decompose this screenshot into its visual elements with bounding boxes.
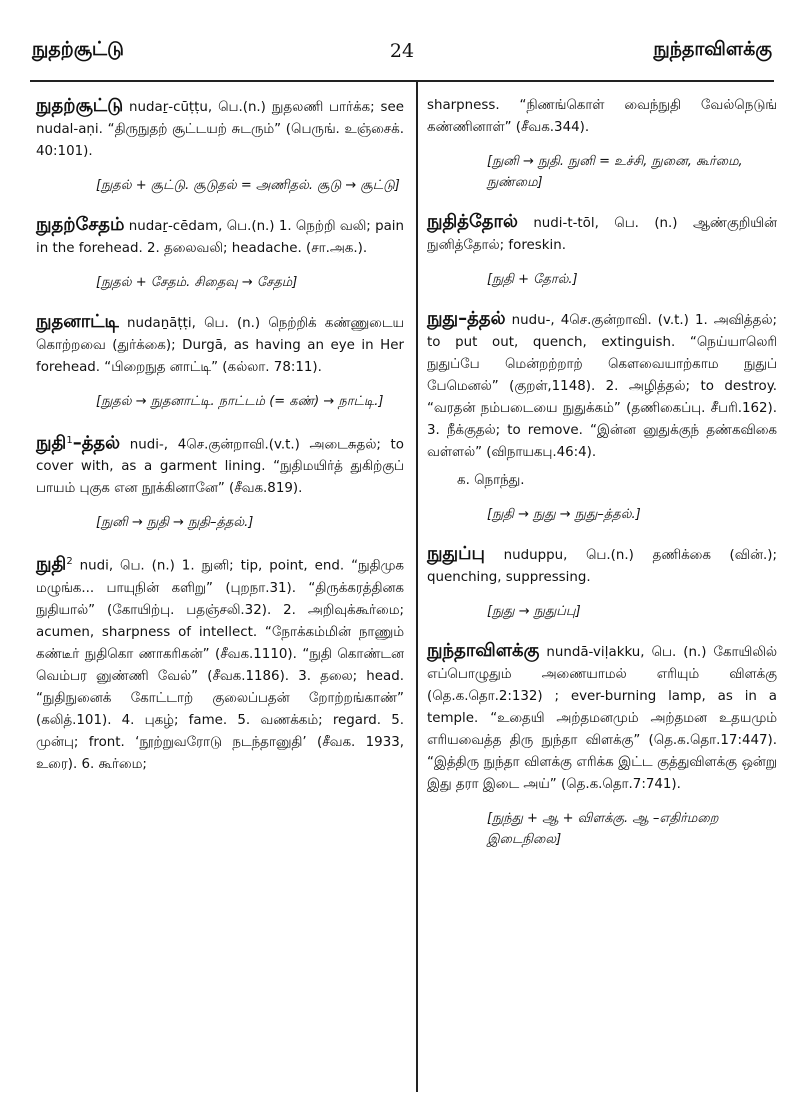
entry-headword: நுதனாட்டி [36,311,119,332]
entry-headword: நுதற்சேதம் [36,214,125,235]
dictionary-entry [36,551,404,775]
entry-etymology: [நுதி + தோல்.] [487,272,578,287]
entry-headword: நுந்தாவிளக்கு [427,640,540,661]
dictionary-entry [427,640,777,850]
homonym-number: 2 [66,556,73,568]
entry-headword: நுது–த்தல் [427,308,506,329]
entry-definition: nudi-t-tōl, பெ. (n.) ஆண்குறியின் நுனித்தோல்; foreskin. [427,216,777,253]
dictionary-entry [36,311,404,412]
entry-definition: nudaṟ-cūṭṭu, பெ.(n.) நுதலணி பார்க்க; see nudal-aṇi. “திருநுதற் சூட்டயற் சுடரும்” (பெருங். உஞ்சைக். 40:101). [36,100,404,159]
entry-headword: நுதற்சூட்டு [36,95,124,116]
entry-definition: nuduppu, பெ.(n.) தணிக்கை (வின்.); quenching, suppressing. [427,548,777,585]
homonym-number: 1 [66,435,73,446]
dictionary-entry [36,95,404,196]
entry-etymology: [நுதல் + சூட்டு. சூடுதல் = அணிதல். சூடு → சூட்டு] [96,178,400,193]
entry-etymology: [நுனி → நுதி → நுதி–த்தல்.] [96,515,254,531]
entry-etymology: [நுதல் → நுதனாட்டி. நாட்டம் (= கண்) → நாட்டி.] [96,394,384,409]
dictionary-entry [36,214,404,293]
right-column [427,95,777,868]
entry-definition: nudaṉāṭṭi, பெ. (n.) நெற்றிக் கண்ணுடைய கொற்றவை (துர்க்கை); Durgā, as having an eye in Her forehead. “பிறைநுத னாட்டி” (கல்லா. 78:11). [36,316,404,375]
entry-definition: sharpness. “நிணங்கொள் வைந்நுதி வேல்நெடுங் கண்ணினாள்” (சீவக.344). [427,98,777,135]
entry-etymology: [நுது → நுதுப்பு] [487,604,581,619]
entry-definition: nudu-, 4செ.குன்றாவி. (v.t.) 1. அவித்தல்; to put out, quench, extinguish. “நெய்யாலெரி நுதுப்பே மென்றற்றாற் கௌவையாற்காம நுதுப் பேமெனல்” (குறள்,1148). 2. அழித்தல்; to destroy. “வரதன் நம்படையை நுதுக்கம்” (தணிகைப்பு. சீபரி.162). 3. நீக்குதல்; to remove. “இன்ன னுதுக்குந் தண்கவிகை வள்ளல்” (விநாயகபு.46:4). [427,313,777,460]
entry-headword-suffix: –த்தல் [72,432,121,454]
entry-definition: nundā-viḷakku, பெ. (n.) கோயிலில் எப்பொழுதும் அணையாமல் எரியும் விளக்கு (தெ.க.தொ.2:132) ; ever-burning lamp, as in a temple. “உதையி அற்தமனமும் அற்தமன உதயமும் எரியவைத்த திரு நுந்தா விளக்கு” (தெ.க.தொ.17:447). “இத்திரு நுந்தா விளக்கு எரிக்க இட்ட குத்துவிளக்கு ஒன்று இது தரா இடை அய்” (தெ.க.தொ.7:741). [427,645,777,792]
entry-headword: நுதித்தோல் [427,211,518,232]
entry-definition: nudi, பெ. (n.) 1. நுனி; tip, point, end. “நுதிமுக மழுங்க... பாயுநின் களிறு” (புறநா.31). “திருக்கரத்தினக நுதியால்” (கோயிற்பு. பதஞ்சலி.32). 2. அறிவுக்கூர்மை; acumen, sharpness of intellect. “நோக்கம்மின் நாணும் கண்டீர் நுதிகொ ணாகரிகன்” (சீவக.1110). “நுதி கொண்டன வெம்பர னுண்ணி வேல்” (சீவக.1186). 3. தலை; head. “நுதிநுனைக் கோட்டாற் குலைப்பதன் றோற்றங்காண்” (கலித்.101). 4. புகழ்; fame. 5. வணக்கம்; regard. 5. முன்பு; front. ‘நூற்றுவரோடு நடந்தானுதி’ (சீவக. 1933, உரை). 6. கூர்மை; [36,558,404,772]
dictionary-entry [427,308,777,525]
entry-headword: நுதி [36,553,67,575]
entry-etymology: [நுனி → நுதி. நுனி = உச்சி, நுனை, கூர்மை, நுண்மை] [487,154,743,190]
dictionary-entry [36,430,404,533]
cognate-note: க. நொந்து. [457,473,525,488]
dictionary-entry [427,211,777,290]
entry-definition: nudi-, 4செ.குன்றாவி.(v.t.) அடைசுதல்; to cover with, as a garment lining. “நுதிமயிர்த் துகிற்குப் பாயம் புகுக என நூக்கினானே” (சீவக.819). [36,437,404,497]
dictionary-entry-continued [427,95,777,193]
dictionary-entry [427,543,777,622]
header-right-guideword: நுந்தாவிளக்கு [653,38,772,60]
entry-headword: நுதுப்பு [427,543,485,564]
left-column [36,95,404,794]
page-number: 24 [389,40,415,62]
header-rule [30,80,774,82]
column-divider [416,82,418,1092]
entry-headword: நுதி [36,432,67,454]
entry-etymology: [நுதி → நுது → நுது–த்தல்.] [487,507,641,522]
entry-etymology: [நுதல் + சேதம். சிதைவு → சேதம்] [96,275,298,290]
entry-etymology: [நுந்து + ஆ + விளக்கு. ஆ –எதிர்மறை இடைநிலை] [487,811,719,847]
page-header [32,38,772,72]
header-left-guideword: நுதற்சூட்டு [32,38,124,60]
entry-definition: nudaṟ-cēdam, பெ.(n.) 1. நெற்றி வலி; pain in the forehead. 2. தலைவலி; headache. (சா.அக.). [36,219,404,256]
